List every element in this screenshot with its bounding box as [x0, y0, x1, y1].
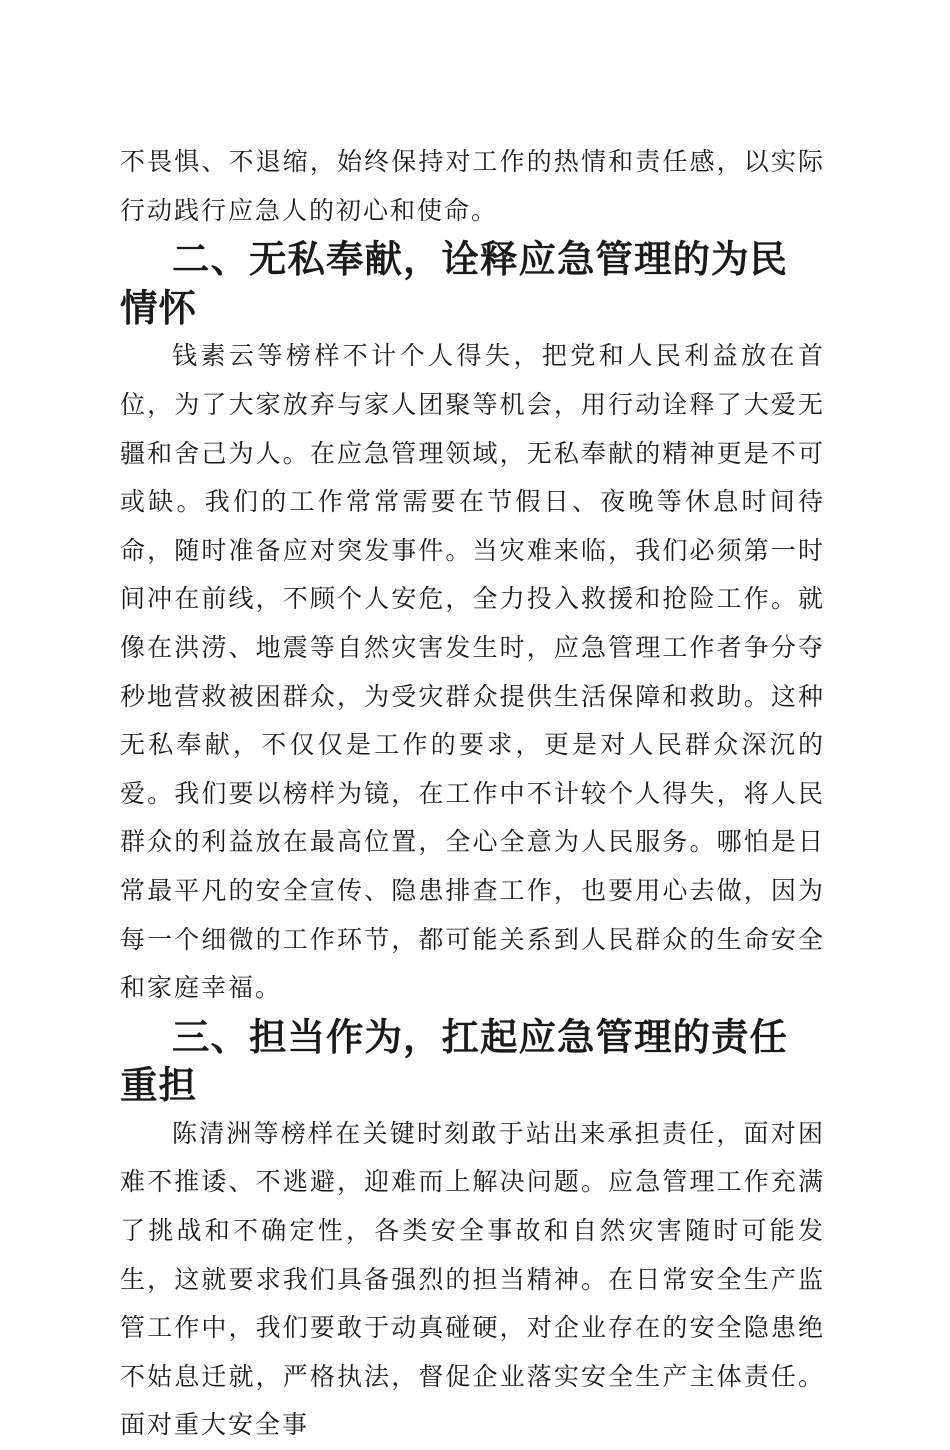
paragraph-section-2: 钱素云等榜样不计个人得失，把党和人民利益放在首位，为了大家放弃与家人团聚等机会，用行动诠释了大爱无疆和舍己为人。在应急管理领域，无私奉献的精神更是不可或缺。我们的工作常常需要在节假日、夜晚等休息时间待命，随时准备应对突发事件。当灾难来临，我们必须第一时间冲在前线，不顾个人安危，全力投入救援和抢险工作。就像在洪涝、地震等自然灾害发生时，应急管理工作者争分夺秒地营救被困群众，为受灾群众提供生活保障和救助。这种无私奉献，不仅仅是工作的要求，更是对人民群众深沉的爱。我们要以榜样为镜，在工作中不计较个人得失，将人民群众的利益放在最高位置，全心全意为人民服务。哪怕是日常最平凡的安全宣传、隐患排查工作，也要用心去做，因为每一个细微的工作环节，都可能关系到人民群众的生命安全和家庭幸福。: [120, 341, 825, 1003]
paragraph-intro: 不畏惧、不退缩，始终保持对工作的热情和责任感，以实际行动践行应急人的初心和使命。: [120, 147, 825, 225]
section-heading-3: 三、担当作为，扛起应急管理的责任重担: [120, 1014, 788, 1108]
section-heading-2: 二、无私奉献，诠释应急管理的为民情怀: [120, 237, 788, 330]
document-body: [120, 138, 825, 1450]
paragraph-section-3: 陈清洲等榜样在关键时刻敢于站出来承担责任，面对困难不推诿、不逃避，迎难而上解决问题。应急管理工作充满了挑战和不确定性，各类安全事故和自然灾害随时可能发生，这就要求我们具备强烈的担当精神。在日常安全生产监管工作中，我们要敢于动真碰硬，对企业存在的安全隐患绝不姑息迁就，严格执法，督促企业落实安全生产主体责任。面对重大安全事: [120, 1118, 825, 1440]
